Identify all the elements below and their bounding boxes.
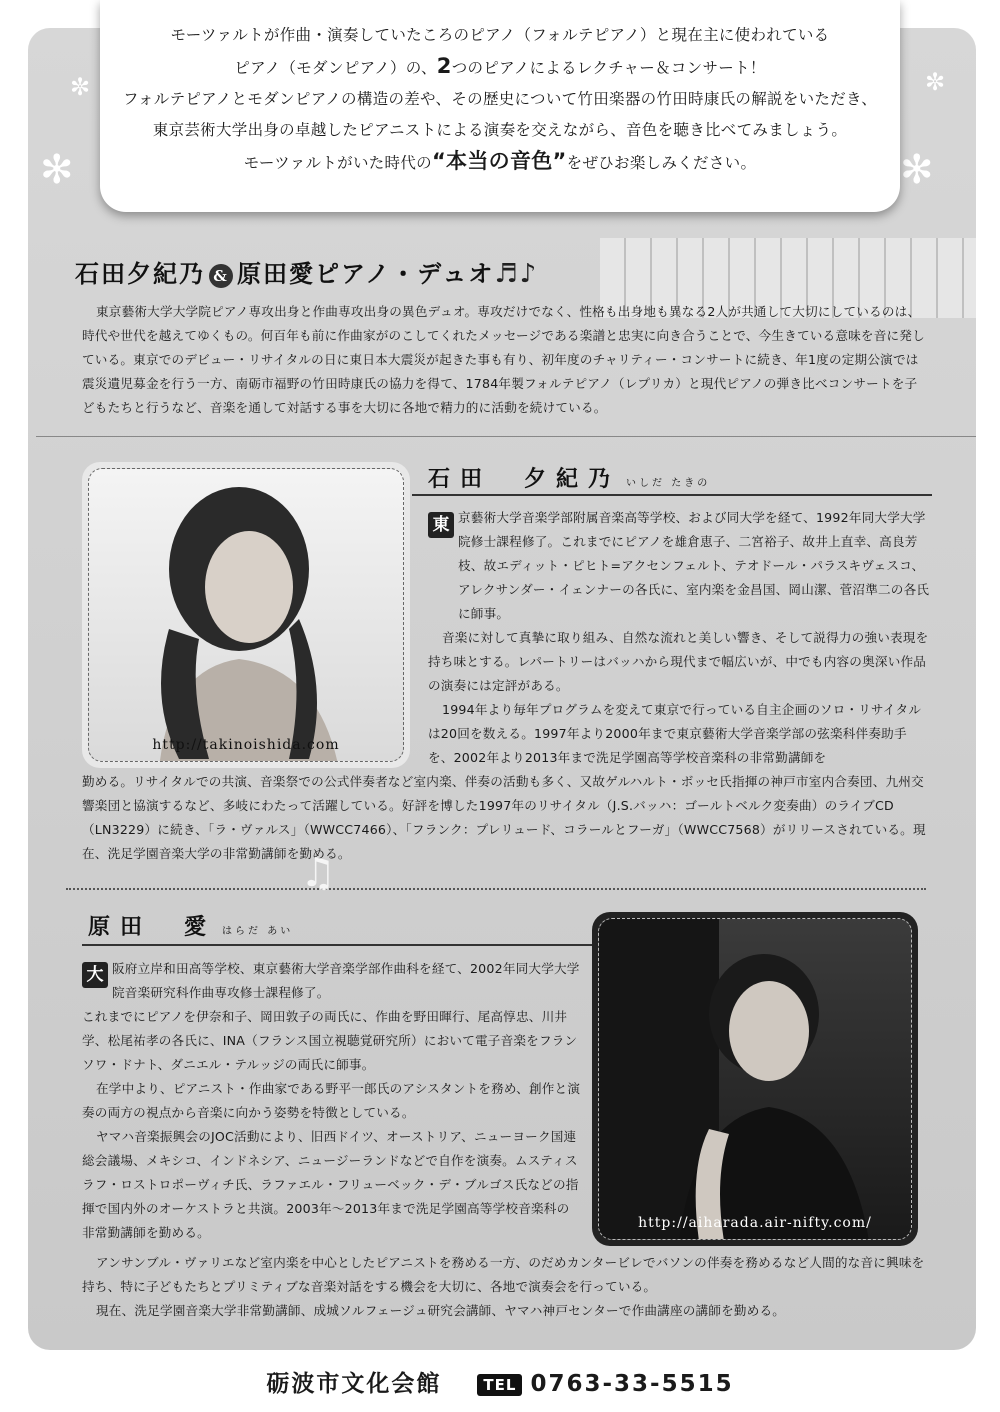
snowflake-icon: ✻ — [40, 147, 74, 193]
ishida-bio-bottom: 勤める。リサイタルでの共演、音楽祭での公式伴奏者など室内楽、伴奏の活動も多く、又故ゲルハルト・ボッセ氏指揮の神戸市室内合奏団、九州交響楽団と協演するなど、多岐にわたって活躍している。好評を博した1997年のリサイタル（J.S.バッハ：ゴールトベルク変奏曲）のライブCD（LN3229）に続き、「ラ・ヴァルス」（WWCC7466）、「フランク：プレリュード、コラールとフーガ」（WWCC7568）がリリースされている。現在、洗足学園音楽大学の非常勤講師を勤める。 — [82, 774, 926, 861]
portrait-silhouette — [599, 919, 912, 1240]
snowflake-icon: ✻ — [900, 147, 934, 193]
venue-name: 砺波市文化会館 — [266, 1371, 442, 1397]
intro-line: モーツァルトが作曲・演奏していたころのピアノ（フォルテピアノ）と現在主に使われている — [170, 26, 830, 44]
name-underline — [412, 494, 932, 496]
duo-heading: 石田夕紀乃 & 原田愛ピアノ・デュオ♬♪ — [75, 259, 539, 289]
portrait-silhouette — [89, 469, 404, 762]
snowflake-icon: ✼ — [925, 68, 946, 96]
harada-photo — [592, 912, 918, 1246]
name-underline — [82, 944, 592, 946]
duo-description: 東京藝術大学大学院ピアノ専攻出身と作曲専攻出身の異色デュオ。専攻だけでなく、性格も出身地も異なる2人が共通して大切にしているのは、時代や世代を越えてゆくもの。何百年も前に作曲家がのこしてくれたメッセージである楽譜と忠実に向き合うことで、今生きている意味を音に発している。東京でのデビュー・リサイタルの日に東日本大震災が起きた事も有り、初年度のチャリティー・コンサートに続き、年1度の定期公演では震災遺児募金を行う一方、南砺市福野の竹田時康氏の協力を得て、1784年製フォルテピアノ（レプリカ）と現代ピアノの弾き比べコンサートを子どもたちと行うなど、音楽を通して対話する事を大切に各地で精力的に活動を続けている。 — [82, 304, 925, 415]
ishida-initial-badge: 東 — [428, 512, 454, 538]
section-divider — [66, 888, 926, 890]
ampersand-badge: & — [209, 264, 233, 288]
harada-name: 原田 愛 はらだ あい — [88, 914, 294, 940]
intro-box — [100, 0, 900, 212]
intro-line: ピアノ（モダンピアノ）の、2つのピアノによるレクチャー＆コンサート！ — [234, 54, 766, 78]
intro-line: 東京芸術大学出身の卓越したピアニストによる演奏を交えながら、音色を聴き比べてみましょう。 — [152, 121, 848, 139]
footer-contact — [0, 1365, 1000, 1398]
harada-initial-badge: 大 — [82, 962, 108, 988]
harada-url[interactable]: http://aiharada.air-nifty.com/ — [638, 1215, 872, 1231]
ishida-url[interactable]: http://takinoishida.com — [152, 737, 340, 753]
music-note-icon: ♫ — [300, 850, 336, 896]
intro-line: モーツァルトがいた時代の“本当の音色”をぜひお楽しみください。 — [243, 149, 757, 173]
harada-bio-top: 阪府立岸和田高等学校、東京藝術大学音楽学部作曲科を経て、2002年同大学大学院音楽研究科作曲専攻修士課程修了。 これまでにピアノを伊奈和子、岡田敦子の両氏に、作曲を野田暉行、尾高惇忠、川井学、松尾祐孝の各氏に、INA（フランス国立視聴覚研究所）において電子音楽をフランソワ・ドナト、ダニエル・テルッジの両氏に師事。 在学中より、ピアニスト・作曲家である野平一郎氏のアシスタントを務め、創作と演奏の両方の視点から音楽に向かう姿勢を特徴としている。 ヤマハ音楽振興会のJOC活動により、旧西ドイツ、オーストリア、ニューヨーク国連総会議場、メキシコ、インドネシア、ニュージーランドなどで自作を演奏。ムスティスラフ・ロストロポーヴィチ氏、ラファエル・フリューベック・デ・ブルゴス氏などの指揮で国内外のオーケストラと共演。2003年～2013年まで洗足学園高等学校音楽科の非常勤講師を勤める。 — [82, 961, 581, 1240]
snowflake-icon: ✼ — [70, 73, 91, 101]
section-divider — [36, 436, 976, 437]
harada-bio-bottom: アンサンブル・ヴァリエなど室内楽を中心としたピアニストを務める一方、のだめカンタービレでバソンの伴奏を務めるなど人間的な音に興味を持ち、特に子どもたちとプリミティブな音楽対話をする機会を大切に、各地で演奏会を行っている。 現在、洗足学園音楽大学非常勤講師、成城ソルフェージュ研究会講師、ヤマハ神戸センターで作曲講座の講師を勤める。 — [82, 1255, 925, 1318]
phone-number[interactable]: 0763-33-5515 — [530, 1371, 734, 1397]
emphasis-text: “本当の音色” — [431, 149, 567, 173]
ishida-bio-top: 京藝術大学音楽学部附属音楽高等学校、および同大学を経て、1992年同大学大学院修士課程修了。これまでにピアノを雄倉恵子、二宮裕子、故井上直幸、高良芳枝、故エディット・ピヒト=アクセンフェルト、テオドール・パラスキヴェスコ、アレクサンダー・イェンナーの各氏に、室内楽を金昌国、岡山潔、菅沼準二の各氏に師事。 音楽に対して真摯に取り組み、自然な流れと美しい響き、そして説得力の強い表現を持ち味とする。レパートリーはバッハから現代まで幅広いが、中でも内容の奥深い作品の演奏には定評がある。 1994年より毎年プログラムを変えて東京で行っている自主企画のソロ・リサイタルは20回を数える。1997年より2000年まで東京藝術大学音楽学部の弦楽科伴奏助手を、2002年より2013年まで洗足学園高等学校音楽科の非常勤講師を — [428, 510, 930, 765]
ishida-photo — [82, 462, 410, 768]
music-notes-icon: ♬♪ — [494, 259, 539, 289]
intro-line: フォルテピアノとモダンピアノの構造の差や、その歴史について竹田楽器の竹田時康氏の解説をいただき、 — [122, 90, 878, 108]
tel-badge: TEL — [477, 1374, 522, 1396]
ishida-name: 石田 夕紀乃 いしだ たきの — [428, 466, 711, 492]
